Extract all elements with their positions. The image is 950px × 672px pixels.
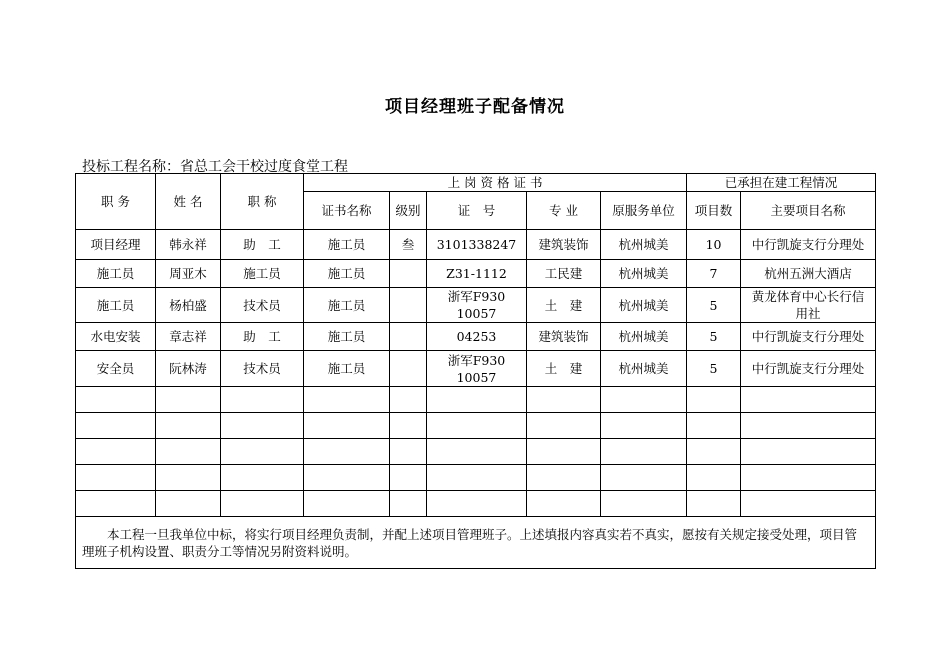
cell-level — [390, 323, 427, 351]
table-row — [76, 351, 876, 387]
cell-title-rank: 施工员 — [221, 260, 304, 288]
header-level: 级别 — [390, 192, 427, 230]
cell-main-projects: 中行凯旋支行分理处 — [741, 351, 876, 387]
empty-row — [76, 387, 876, 413]
header-cert-name: 证书名称 — [304, 192, 390, 230]
empty-row — [76, 413, 876, 439]
cell-specialty: 建筑装饰 — [527, 230, 601, 260]
cell-cert-no: Z31-1112 — [427, 260, 527, 288]
cell-position: 安全员 — [76, 351, 156, 387]
header-orig-unit: 原服务单位 — [601, 192, 687, 230]
cell-level: 叁 — [390, 230, 427, 260]
cell-cert-name: 施工员 — [304, 288, 390, 323]
cell-main-projects: 中行凯旋支行分理处 — [741, 230, 876, 260]
cell-level — [390, 351, 427, 387]
cell-cert-name: 施工员 — [304, 260, 390, 288]
header-cert-group: 上 岗 资 格 证 书 — [304, 174, 687, 192]
cell-cert-name: 施工员 — [304, 323, 390, 351]
cell-specialty: 土 建 — [527, 351, 601, 387]
cell-title-rank: 技术员 — [221, 288, 304, 323]
cell-project-count: 7 — [687, 260, 741, 288]
cell-orig-unit: 杭州城美 — [601, 351, 687, 387]
table-row — [76, 323, 876, 351]
cell-project-count: 5 — [687, 323, 741, 351]
cell-project-count: 5 — [687, 288, 741, 323]
empty-row — [76, 439, 876, 465]
cell-specialty: 建筑装饰 — [527, 323, 601, 351]
cell-position: 施工员 — [76, 288, 156, 323]
table-row — [76, 230, 876, 260]
commitment-note: 本工程一旦我单位中标，将实行项目经理负责制，并配上述项目管理班子。上述填报内容真实若不真实，愿按有关规定接受处理，项目管理班子机构设置、职责分工等情况另附资料说明。 — [76, 517, 876, 569]
staffing-table — [75, 173, 876, 569]
empty-row — [76, 491, 876, 517]
empty-row — [76, 465, 876, 491]
header-position: 职 务 — [76, 174, 156, 230]
cell-name: 周亚木 — [156, 260, 221, 288]
project-name: 省总工会干校过度食堂工程 — [180, 159, 348, 175]
cell-title-rank: 助 工 — [221, 323, 304, 351]
cell-specialty: 工民建 — [527, 260, 601, 288]
table-row — [76, 288, 876, 323]
cell-orig-unit: 杭州城美 — [601, 288, 687, 323]
cell-name: 阮林涛 — [156, 351, 221, 387]
cell-cert-no: 浙军F93010057 — [427, 288, 527, 323]
cell-title-rank: 技术员 — [221, 351, 304, 387]
cell-specialty: 土 建 — [527, 288, 601, 323]
header-project-group: 已承担在建工程情况 — [687, 174, 876, 192]
cell-level — [390, 288, 427, 323]
cell-position: 水电安装 — [76, 323, 156, 351]
cell-main-projects: 杭州五洲大酒店 — [741, 260, 876, 288]
header-name: 姓 名 — [156, 174, 221, 230]
cell-cert-name: 施工员 — [304, 230, 390, 260]
cell-project-count: 5 — [687, 351, 741, 387]
header-project-count: 项目数 — [687, 192, 741, 230]
cell-orig-unit: 杭州城美 — [601, 260, 687, 288]
cell-position: 施工员 — [76, 260, 156, 288]
document-title: 项目经理班子配备情况 — [385, 97, 565, 117]
header-title-rank: 职 称 — [221, 174, 304, 230]
cell-name: 韩永祥 — [156, 230, 221, 260]
note-row — [76, 517, 876, 569]
cell-main-projects: 中行凯旋支行分理处 — [741, 323, 876, 351]
cell-name: 章志祥 — [156, 323, 221, 351]
cell-name: 杨柏盛 — [156, 288, 221, 323]
cell-cert-no: 浙军F93010057 — [427, 351, 527, 387]
header-cert-no: 证 号 — [427, 192, 527, 230]
cell-level — [390, 260, 427, 288]
cell-orig-unit: 杭州城美 — [601, 230, 687, 260]
cell-position: 项目经理 — [76, 230, 156, 260]
header-main-projects: 主要项目名称 — [741, 192, 876, 230]
cell-orig-unit: 杭州城美 — [601, 323, 687, 351]
cell-main-projects: 黄龙体育中心长行信用社 — [741, 288, 876, 323]
cell-project-count: 10 — [687, 230, 741, 260]
table-row — [76, 260, 876, 288]
cell-title-rank: 助 工 — [221, 230, 304, 260]
cell-cert-name: 施工员 — [304, 351, 390, 387]
header-specialty: 专 业 — [527, 192, 601, 230]
cell-cert-no: 04253 — [427, 323, 527, 351]
cell-cert-no: 3101338247 — [427, 230, 527, 260]
header-row-1 — [76, 174, 876, 192]
project-label: 投标工程名称： — [82, 159, 180, 175]
